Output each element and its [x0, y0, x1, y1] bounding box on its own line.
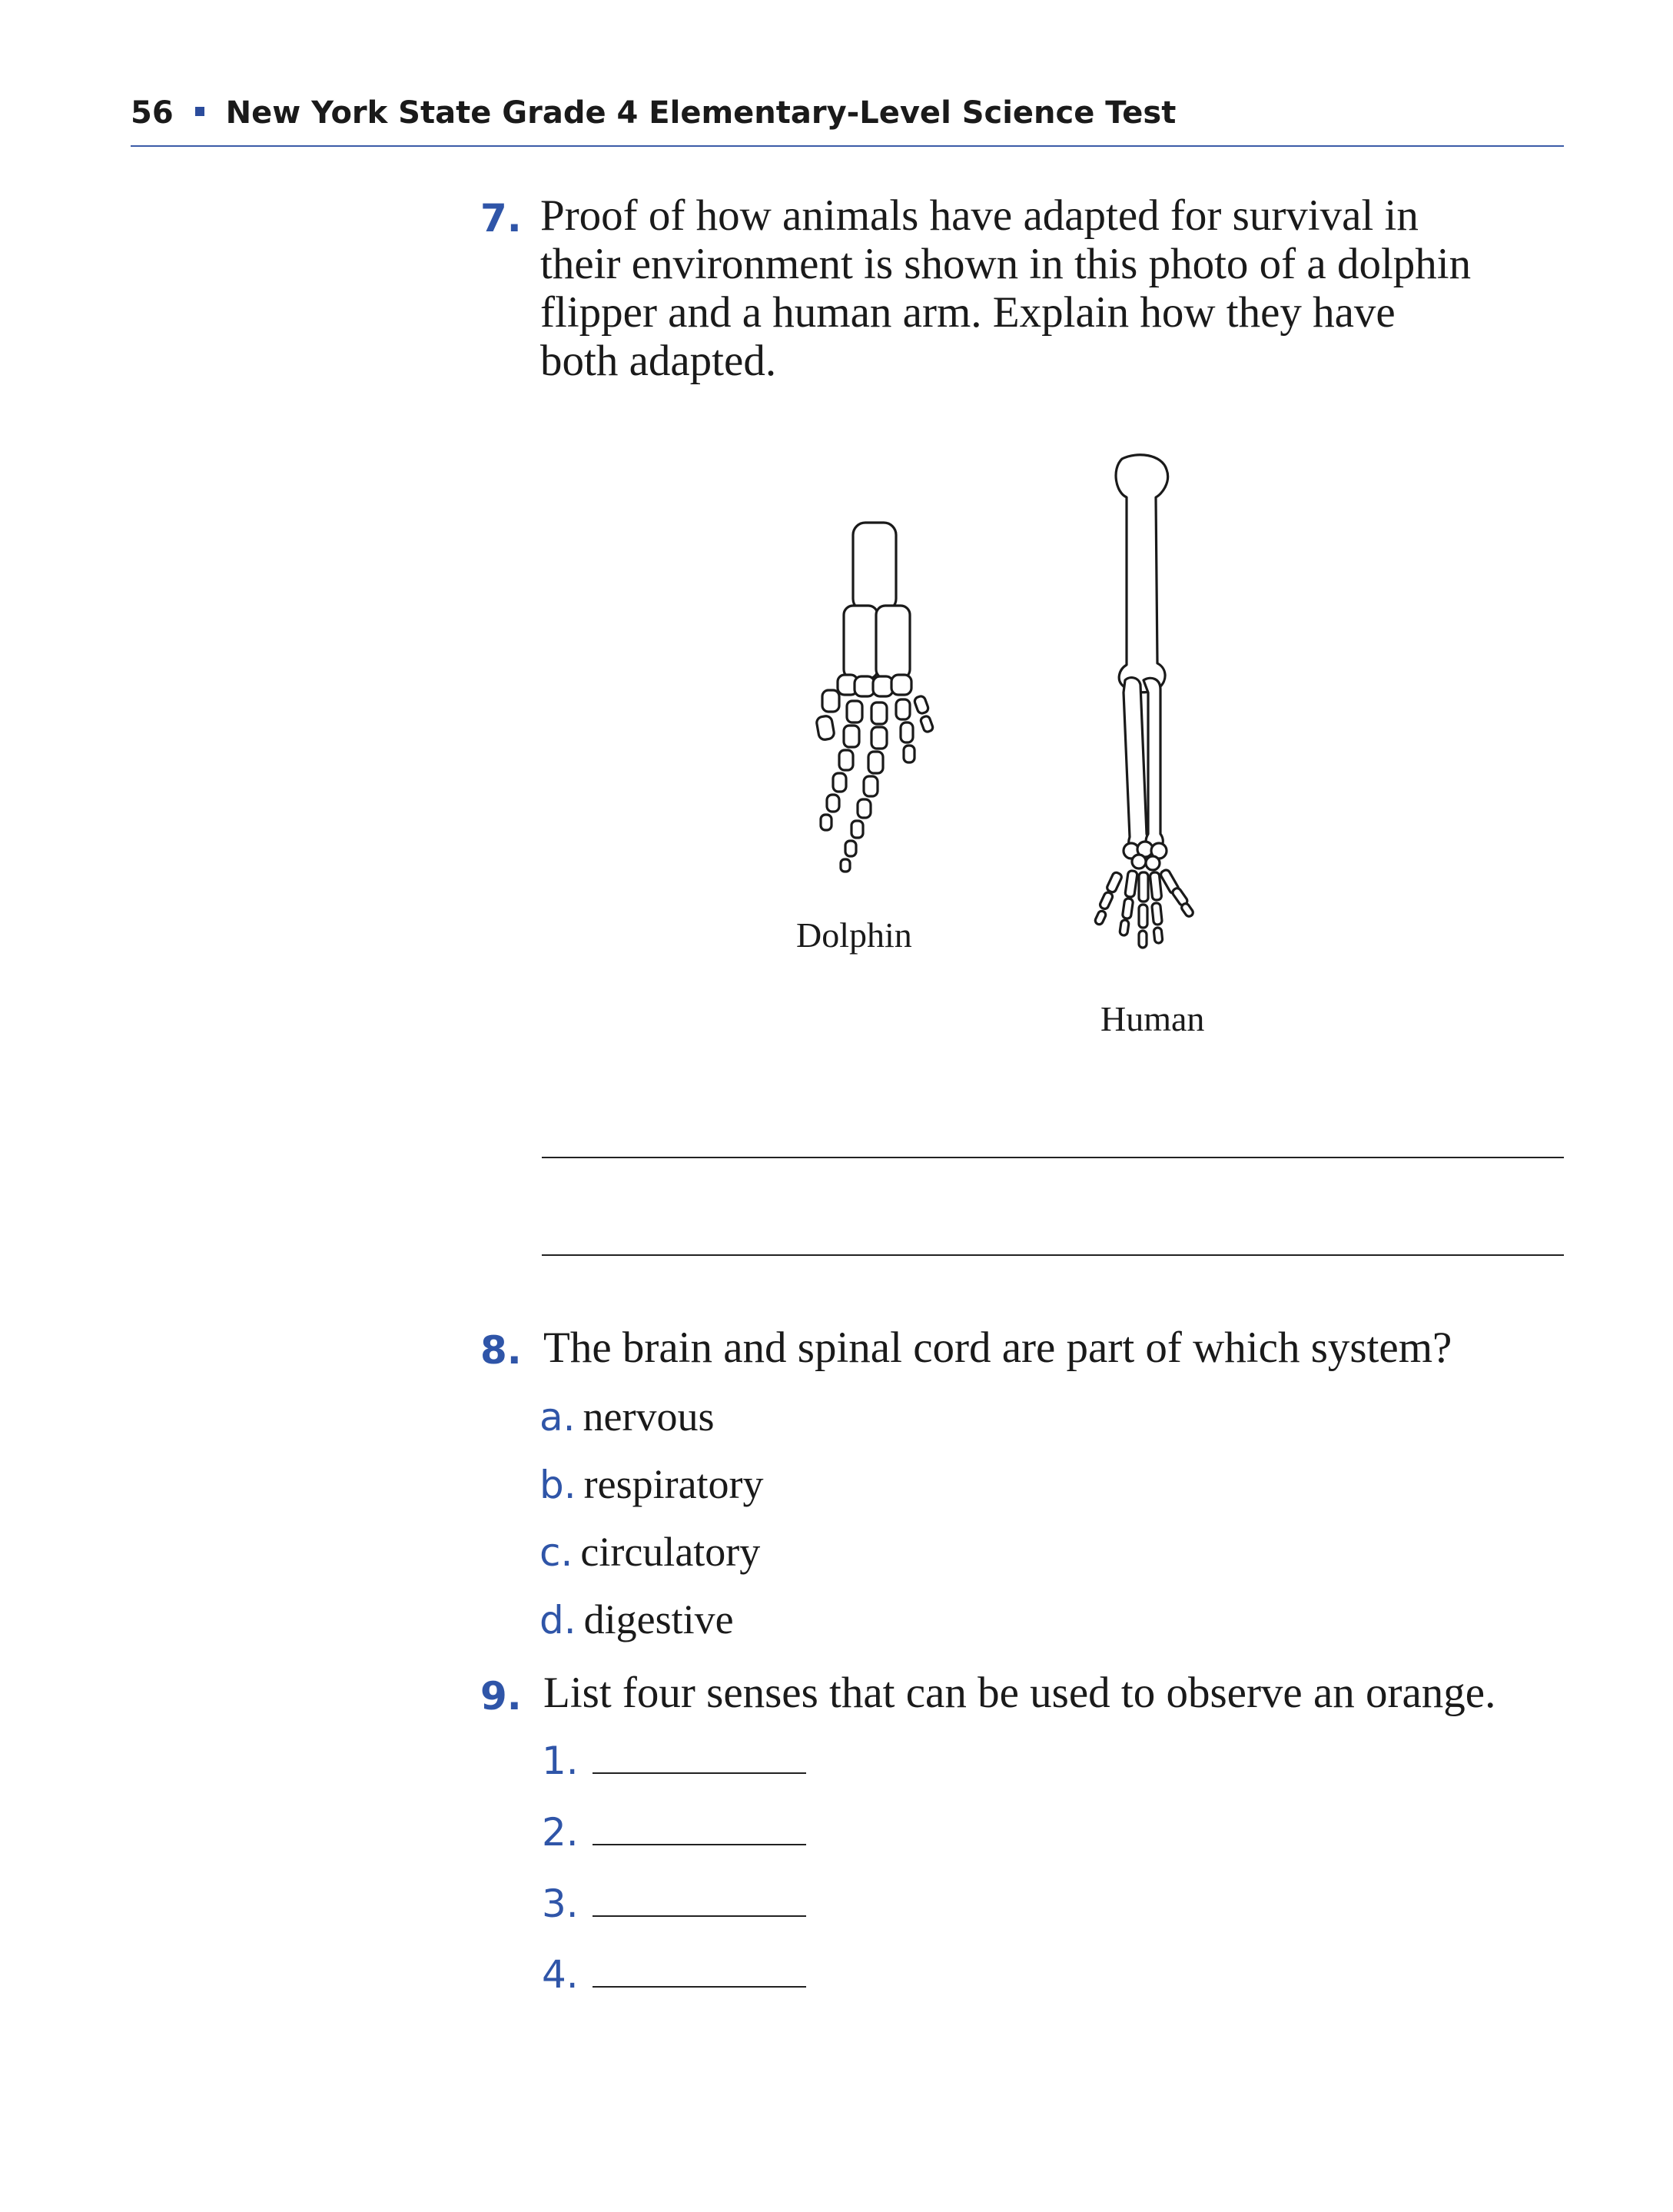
sense-answer-3[interactable] [542, 1882, 806, 1926]
question-7-text [540, 191, 1570, 385]
answer-blank[interactable] [593, 1766, 806, 1774]
answer-blank[interactable] [593, 1838, 806, 1845]
choice-text: circulatory [580, 1529, 761, 1575]
choice-letter: d. [539, 1598, 576, 1642]
question-7-line: flipper and a human arm. Explain how they have [540, 288, 1396, 337]
question-8-text: The brain and spinal cord are part of which system? [543, 1324, 1452, 1372]
question-9-number: 9. [480, 1674, 522, 1719]
item-number: 4. [542, 1952, 579, 1997]
question-7-line: their environment is shown in this photo of a dolphin [540, 240, 1472, 288]
human-label: Human [1100, 999, 1205, 1038]
choice-a[interactable] [539, 1393, 715, 1440]
header-rule [131, 145, 1564, 147]
bullet-icon [195, 107, 204, 116]
choice-letter: c. [539, 1530, 573, 1575]
choice-text: nervous [583, 1393, 715, 1440]
choice-text: respiratory [583, 1461, 764, 1507]
dolphin-label: Dolphin [796, 915, 912, 955]
choice-letter: a. [539, 1395, 576, 1440]
choice-letter: b. [539, 1463, 576, 1507]
answer-line[interactable] [542, 1157, 1564, 1158]
book-title: New York State Grade 4 Elementary-Level Science Test [225, 95, 1177, 131]
question-7-line: both adapted. [540, 337, 777, 385]
question-8-number: 8. [480, 1328, 522, 1373]
item-number: 1. [542, 1739, 579, 1783]
choice-c[interactable] [539, 1528, 760, 1576]
answer-blank[interactable] [593, 1909, 806, 1917]
choice-b[interactable] [539, 1460, 764, 1508]
sense-answer-4[interactable] [542, 1952, 806, 1997]
item-number: 3. [542, 1882, 579, 1926]
choice-d[interactable] [539, 1596, 734, 1643]
item-number: 2. [542, 1810, 579, 1855]
human-arm-illustration [1076, 450, 1253, 972]
page-number: 56 [131, 95, 174, 131]
question-7-line: Proof of how animals have adapted for survival in [540, 191, 1419, 240]
dolphin-flipper-illustration [807, 515, 953, 899]
sense-answer-2[interactable] [542, 1810, 806, 1855]
answer-line[interactable] [542, 1254, 1564, 1256]
page-header [131, 95, 1176, 131]
question-7-number: 7. [480, 196, 522, 241]
choice-text: digestive [583, 1596, 734, 1642]
answer-blank[interactable] [593, 1980, 806, 1988]
sense-answer-1[interactable] [542, 1739, 806, 1783]
question-9-text: List four senses that can be used to observe an orange. [543, 1669, 1496, 1717]
